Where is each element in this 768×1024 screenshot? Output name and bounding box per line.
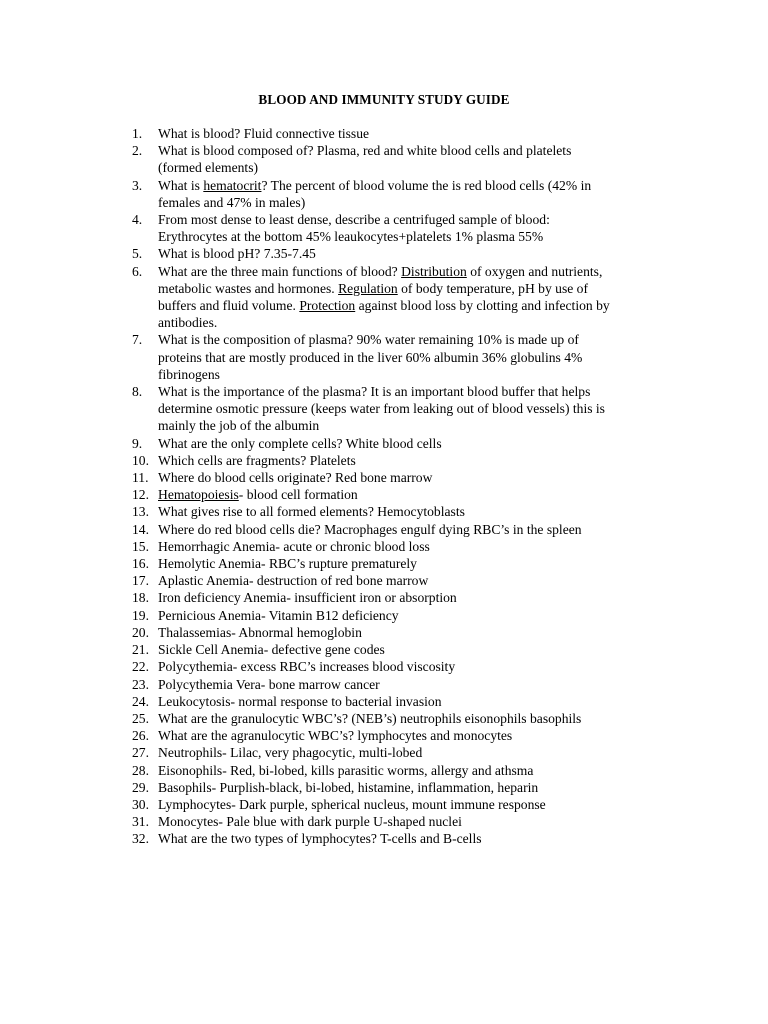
text-run: Polycythemia Vera- bone marrow cancer <box>158 676 380 692</box>
item-text <box>158 658 662 675</box>
item-number: 1. <box>132 126 143 141</box>
text-run: Hemolytic Anemia- RBC’s rupture prematurely <box>158 556 417 572</box>
text-run: Iron deficiency Anemia- insufficient iron or absorption <box>158 590 457 606</box>
list-item <box>132 125 662 142</box>
item-text <box>158 607 662 624</box>
text-run: (formed elements) <box>158 160 259 176</box>
list-item <box>132 744 662 761</box>
item-text <box>158 762 662 779</box>
text-run: buffers and fluid volume. <box>158 298 300 314</box>
item-number: 25. <box>132 710 149 726</box>
item-number: 13. <box>132 504 149 520</box>
text-run: Thalassemias- Abnormal hemoglobin <box>158 624 362 640</box>
list-item <box>132 676 662 693</box>
text-run: of oxygen and nutrients, <box>466 263 603 279</box>
list-item <box>132 813 662 830</box>
item-text <box>158 779 662 796</box>
list-item <box>132 555 662 572</box>
list-item <box>132 641 662 658</box>
item-number: 24. <box>132 693 149 709</box>
text-run: metabolic wastes and hormones. <box>158 280 339 296</box>
item-text <box>158 830 662 847</box>
text-run: fibrinogens <box>158 366 220 382</box>
list-item <box>132 211 662 245</box>
text-run: What are the only complete cells? White blood cells <box>158 435 442 451</box>
item-number: 21. <box>132 642 149 658</box>
list-item <box>132 589 662 606</box>
text-run: Where do blood cells originate? Red bone marrow <box>158 470 433 486</box>
text-run: antibodies. <box>158 315 218 331</box>
item-number: 31. <box>132 814 149 830</box>
text-run: Where do red blood cells die? Macrophages engulf dying RBC’s in the spleen <box>158 521 582 537</box>
item-text <box>158 693 662 710</box>
underlined-term: Hematopoiesis <box>158 487 239 503</box>
text-run: What is blood? Fluid connective tissue <box>158 126 370 141</box>
text-run: What are the granulocytic WBC’s? (NEB’s) neutrophils eisonophils basophils <box>158 710 582 726</box>
item-number: 15. <box>132 538 149 554</box>
item-number: 14. <box>132 521 149 537</box>
item-text <box>158 486 662 503</box>
item-number: 30. <box>132 796 149 812</box>
text-run: What are the three main functions of blood? <box>158 263 402 279</box>
text-run: Basophils- Purplish-black, bi-lobed, histamine, inflammation, heparin <box>158 779 539 795</box>
item-text <box>158 142 662 176</box>
text-run: ? The percent of blood volume the is red blood cells (42% in <box>261 177 592 193</box>
item-number: 26. <box>132 728 149 744</box>
item-text <box>158 624 662 641</box>
list-item <box>132 331 662 383</box>
item-number: 11. <box>132 470 149 486</box>
underlined-term: Protection <box>299 298 356 314</box>
item-number: 8. <box>132 384 143 400</box>
text-run: What are the two types of lymphocytes? T-cells and B-cells <box>158 831 482 847</box>
item-number: 12. <box>132 487 149 503</box>
list-item <box>132 796 662 813</box>
text-run: females and 47% in males) <box>158 194 306 210</box>
list-item <box>132 503 662 520</box>
item-text <box>158 263 662 332</box>
item-number: 22. <box>132 659 149 675</box>
list-item <box>132 263 662 332</box>
text-run: Aplastic Anemia- destruction of red bone marrow <box>158 573 429 589</box>
item-text <box>158 813 662 830</box>
list-item <box>132 607 662 624</box>
list-item <box>132 521 662 538</box>
list-item <box>132 830 662 847</box>
item-number: 27. <box>132 745 149 761</box>
text-run: mainly the job of the albumin <box>158 418 320 434</box>
item-number: 2. <box>132 143 143 159</box>
page-title: BLOOD AND IMMUNITY STUDY GUIDE <box>258 92 510 107</box>
item-text <box>158 383 662 435</box>
item-text <box>158 641 662 658</box>
item-number: 3. <box>132 177 143 193</box>
list-item <box>132 469 662 486</box>
item-number: 9. <box>132 435 143 451</box>
text-run: Sickle Cell Anemia- defective gene codes <box>158 642 385 658</box>
list-item <box>132 779 662 796</box>
item-text <box>158 331 662 383</box>
item-number: 28. <box>132 762 149 778</box>
item-text <box>158 452 662 469</box>
text-run: Lymphocytes- Dark purple, spherical nucleus, mount immune response <box>158 796 546 812</box>
item-number: 32. <box>132 831 149 847</box>
item-number: 4. <box>132 212 143 228</box>
study-guide-list <box>132 125 662 848</box>
item-text <box>158 125 662 142</box>
item-number: 5. <box>132 246 143 262</box>
text-run: Hemorrhagic Anemia- acute or chronic blood loss <box>158 538 430 554</box>
item-number: 19. <box>132 607 149 623</box>
text-run: What is <box>158 177 204 193</box>
text-run: What is the composition of plasma? 90% water remaining 10% is made up of <box>158 332 579 348</box>
list-item <box>132 245 662 262</box>
list-item <box>132 142 662 176</box>
list-item <box>132 452 662 469</box>
item-text <box>158 744 662 761</box>
text-run: of body temperature, pH by use of <box>397 280 588 296</box>
text-run: Pernicious Anemia- Vitamin B12 deficiency <box>158 607 399 623</box>
text-run: What gives rise to all formed elements? Hemocytoblasts <box>158 504 465 520</box>
list-item <box>132 538 662 555</box>
item-number: 18. <box>132 590 149 606</box>
item-number: 20. <box>132 624 149 640</box>
item-number: 23. <box>132 676 149 692</box>
text-run: Polycythemia- excess RBC’s increases blood viscosity <box>158 659 456 675</box>
list-item <box>132 624 662 641</box>
item-text <box>158 521 662 538</box>
item-text <box>158 503 662 520</box>
text-run: What is blood pH? 7.35-7.45 <box>158 246 316 262</box>
list-item <box>132 383 662 435</box>
text-run: Erythrocytes at the bottom 45% leaukocytes+platelets 1% plasma 55% <box>158 229 544 245</box>
item-number: 16. <box>132 556 149 572</box>
list-item <box>132 177 662 211</box>
list-item <box>132 693 662 710</box>
text-run: Eisonophils- Red, bi-lobed, kills parasitic worms, allergy and athsma <box>158 762 534 778</box>
item-text <box>158 538 662 555</box>
text-run: against blood loss by clotting and infection by <box>355 298 610 314</box>
underlined-term: hematocrit <box>203 177 262 193</box>
list-item <box>132 710 662 727</box>
item-number: 10. <box>132 452 149 468</box>
text-run: Which cells are fragments? Platelets <box>158 452 356 468</box>
item-number: 6. <box>132 263 143 279</box>
list-item <box>132 727 662 744</box>
text-run: Monocytes- Pale blue with dark purple U-shaped nuclei <box>158 814 462 830</box>
item-text <box>158 796 662 813</box>
text-run: Neutrophils- Lilac, very phagocytic, multi-lobed <box>158 745 423 761</box>
item-text <box>158 211 662 245</box>
item-number: 17. <box>132 573 149 589</box>
text-run: proteins that are mostly produced in the liver 60% albumin 36% globulins 4% <box>158 349 583 365</box>
underlined-term: Regulation <box>338 280 398 296</box>
item-text <box>158 572 662 589</box>
list-item <box>132 658 662 675</box>
item-text <box>158 727 662 744</box>
text-run: What are the agranulocytic WBC’s? lymphocytes and monocytes <box>158 728 513 744</box>
item-text <box>158 710 662 727</box>
item-number: 29. <box>132 779 149 795</box>
text-run: Leukocytosis- normal response to bacterial invasion <box>158 693 442 709</box>
text-run: From most dense to least dense, describe a centrifuged sample of blood: <box>158 212 550 228</box>
list-item <box>132 572 662 589</box>
item-text <box>158 589 662 606</box>
list-item <box>132 486 662 503</box>
text-run: What is the importance of the plasma? It is an important blood buffer that helps <box>158 384 591 400</box>
item-text <box>158 676 662 693</box>
item-text <box>158 469 662 486</box>
item-text <box>158 245 662 262</box>
item-number: 7. <box>132 332 143 348</box>
list-item <box>132 762 662 779</box>
item-text <box>158 555 662 572</box>
list-item <box>132 435 662 452</box>
text-run: - blood cell formation <box>238 487 358 503</box>
underlined-term: Distribution <box>401 263 467 279</box>
item-text <box>158 177 662 211</box>
item-text <box>158 435 662 452</box>
text-run: determine osmotic pressure (keeps water from leaking out of blood vessels) this is <box>158 401 605 417</box>
text-run: What is blood composed of? Plasma, red and white blood cells and platelets <box>158 143 572 159</box>
